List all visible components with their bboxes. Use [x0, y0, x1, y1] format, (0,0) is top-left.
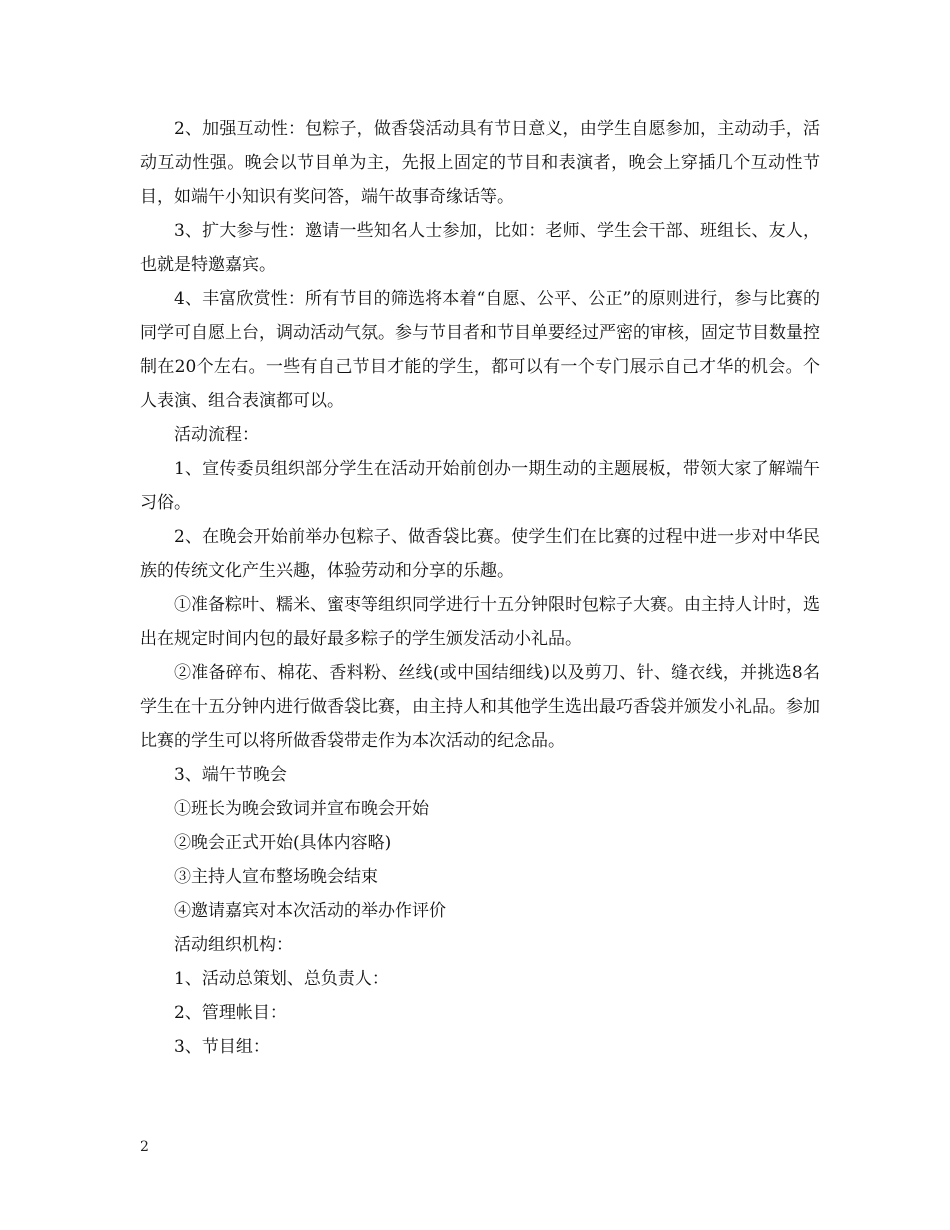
heading-evening-party: 3、端午节晚会 [174, 765, 287, 785]
list-item-party-3: ③主持人宣布整场晚会结束 [174, 867, 378, 887]
list-item-party-1: ①班长为晚会致词并宣布晚会开始 [174, 799, 429, 819]
heading-organization: 活动组织机构： [174, 935, 293, 955]
paragraph-appreciation: 4、丰富欣赏性：所有节目的筛选将本着“自愿、公平、公正”的原则进行，参与比赛的同学可自愿上台，调动活动气氛。参与节目者和节目单要经过严密的审核，固定节目数量控制在20个左右。一些有自己节目才能的学生，都可以有一个专门展示自己才华的机会。个人表演、组合表演都可以。 [140, 289, 820, 411]
paragraph-interactivity: 2、加强互动性：包粽子，做香袋活动具有节日意义，由学生自愿参加，主动动手，活动互动性强。晚会以节目单为主，先报上固定的节目和表演者，晚会上穿插几个互动性节目，如端午小知识有奖问答，端午故事奇缘话等。 [140, 119, 820, 207]
paragraph-process-2: 2、在晚会开始前举办包粽子、做香袋比赛。使学生们在比赛的过程中进一步对中华民族的传统文化产生兴趣，体验劳动和分享的乐趣。 [140, 527, 820, 581]
list-item-organization-2: 2、管理帐目： [174, 1003, 287, 1023]
paragraph-sachet-contest: ②准备碎布、棉花、香料粉、丝线(或中国结细线)以及剪刀、针、缝衣线，并挑选8名学生在十五分钟内进行做香袋比赛，由主持人和其他学生选出最巧香袋并颁发小礼品。参加比赛的学生可以将所做香袋带走作为本次活动的纪念品。 [140, 663, 820, 751]
document-body [140, 112, 820, 1064]
page-number: 2 [140, 1139, 149, 1155]
heading-activity-process: 活动流程： [174, 425, 259, 445]
list-item-party-2: ②晚会正式开始(具体内容略) [174, 833, 392, 853]
list-item-organization-3: 3、节目组： [174, 1037, 270, 1057]
paragraph-process-1: 1、宣传委员组织部分学生在活动开始前创办一期生动的主题展板，带领大家了解端午习俗。 [140, 459, 820, 513]
list-item-organization-1: 1、活动总策划、总负责人： [174, 969, 389, 989]
paragraph-participation: 3、扩大参与性：邀请一些知名人士参加，比如：老师、学生会干部、班组长、友人，也就是特邀嘉宾。 [140, 221, 820, 275]
paragraph-zongzi-contest: ①准备粽叶、糯米、蜜枣等组织同学进行十五分钟限时包粽子大赛。由主持人计时，选出在规定时间内包的最好最多粽子的学生颁发活动小礼品。 [140, 595, 820, 649]
list-item-party-4: ④邀请嘉宾对本次活动的举办作评价 [174, 901, 446, 921]
